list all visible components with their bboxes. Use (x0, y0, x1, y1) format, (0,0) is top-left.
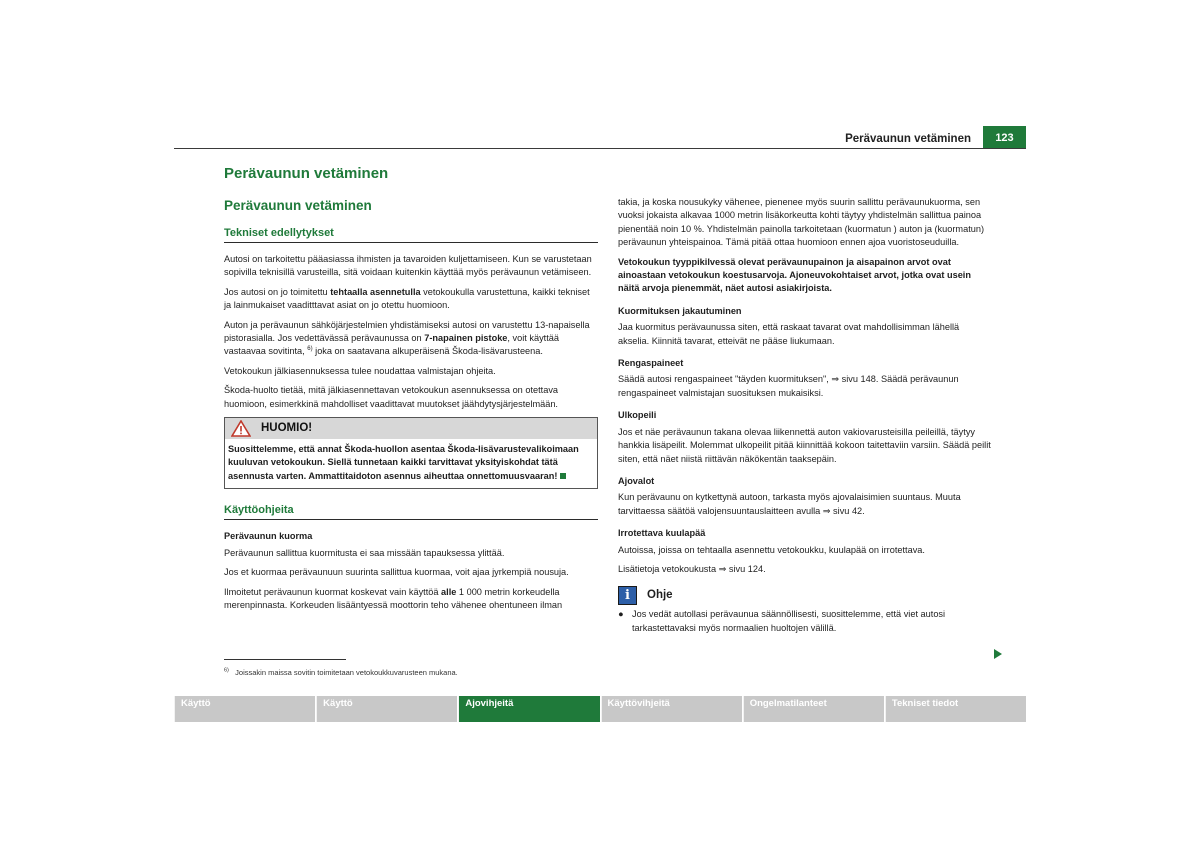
subheading: Perävaunun kuorma (224, 531, 313, 542)
note-title: Ohje (647, 589, 673, 602)
page-number: 123 (983, 126, 1026, 149)
subheading: Kuormituksen jakautuminen (618, 305, 742, 316)
paragraph: Perävaunun sallittua kuormitusta ei saa missään tapauksessa ylittää. (224, 547, 505, 558)
subsection-title-technical: Tekniset edellytykset (224, 226, 598, 243)
warning-header (225, 418, 597, 439)
end-marker-icon (560, 473, 566, 479)
paragraph: Vetokoukun jälkiasennuksessa tulee noudattaa valmistajan ohjeita. (224, 365, 496, 376)
subheading: Ulkopeili (618, 410, 657, 421)
right-column (618, 196, 992, 635)
cross-reference: Lisätietoja vetokoukusta ⇒ sivu 124. (618, 563, 766, 574)
subsection-title-usage: Käyttöohjeita (224, 503, 598, 520)
paragraph: Jos et kuormaa perävaunuun suurinta sallittua kuormaa, voit ajaa jyrkempiä nousuja. (224, 567, 569, 578)
footnote-ref: 6) (307, 346, 313, 353)
paragraph: Kun perävaunu on kytkettynä autoon, tarkasta myös ajovalaisimien suuntaus. Muuta tarvittaessa säätöä valojensuuntauslaitteen avulla ⇒ sivu 42. (618, 492, 961, 516)
paragraph: Autoissa, joissa on tehtaalla asennettu vetokoukku, kuulapää on irrotettava. (618, 544, 925, 555)
note-bullet: ● Jos vedät autollasi perävaunua säännöllisesti, suosittelemme, että viet autosi tarkastettavaksi myös normaalien huoltojen välillä. (618, 608, 992, 635)
note-header (618, 586, 992, 605)
info-icon: i (618, 586, 637, 605)
paragraph: takia, ja koska nousukyky vähenee, pienenee myös suurin sallittu perävaunukuorma, sen vuoksi jokaista alkavaa 1000 metrin lisäkorkeutta kohti täytyy yhdistelmän sallittua painoa pienentää noin 10 %. Yhdistelmän painolla tarkoitetaan (kuormatun ) auton ja (kuormatun) perävaunun yhteispainoa. Tämä pitää ottaa huomioon ennen ajoa vuoristoseuduilla. (618, 197, 985, 248)
warning-box (224, 417, 598, 489)
paragraph: Autosi on tarkoitettu pääasiassa ihmisten ja tavaroiden kuljettamiseen. Kun se varustetaan sopivilla teknisillä varusteilla, sitä voidaan kuitenkin käyttää myös perävaunun vetämiseen. (224, 254, 592, 278)
subheading: Rengaspaineet (618, 358, 684, 369)
nav-tab-ongelmatilanteet[interactable]: Ongelmatilanteet (743, 696, 884, 722)
subheading: Ajovalot (618, 475, 655, 486)
nav-tab-kaytto-1[interactable]: Käyttö (174, 696, 315, 722)
footnote-rule (224, 659, 346, 660)
left-column (224, 164, 598, 618)
nav-tab-tekniset-tiedot[interactable]: Tekniset tiedot (885, 696, 1026, 722)
nav-tab-kayttovihjeita[interactable]: Käyttövihjeitä (601, 696, 742, 722)
chapter-title: Perävaunun vetäminen (224, 165, 389, 182)
warning-text: Suosittelemme, että annat Škoda-huollon asentaa Škoda-lisävarustevalikoimaan kuuluvan vetokoukun. Siellä tunnetaan kaikki tarvittavat yksityiskohdat tätä asennusta varten. Ammattitaidoton asennus aiheuttaa onnettomuusvaaran! (228, 444, 579, 481)
paragraph: Säädä autosi rengaspaineet "täyden kuormituksen", ⇒ sivu 148. Säädä perävaunun rengaspaineet valmistajan suosituksen mukaisiksi. (618, 374, 959, 398)
paragraph: Jaa kuormitus perävaunussa siten, että raskaat tavarat ovat mahdollisimman lähellä akselia. Kiinnitä tavarat, etteivät ne pääse liukumaan. (618, 322, 960, 346)
paragraph: Jos autosi on jo toimitettu tehtaalla asennetulla vetokoukulla varustettuna, kaikki tekniset ja lainmukaiset vaaditttavat asiat on jo otettu huomioon. (224, 286, 590, 311)
paragraph: Ilmoitetut perävaunun kuormat koskevat vain käyttöä alle 1 000 metrin korkeudella merenpinnasta. Korkeuden lisääntyessä moottorin teho vähenee ohentuneen ilman (224, 586, 563, 610)
chapter-nav (174, 696, 1026, 722)
warning-title: HUOMIO! (261, 421, 313, 434)
header-rule (174, 148, 1026, 149)
nav-tab-kaytto-2[interactable]: Käyttö (316, 696, 457, 722)
running-header-title: Perävaunun vetäminen (845, 133, 971, 145)
nav-tab-ajovihjeita[interactable]: Ajovihjeitä (458, 696, 599, 722)
bullet-icon: ● (618, 609, 624, 620)
continue-arrow-icon (994, 649, 1002, 659)
subheading: Irrotettava kuulapää (618, 528, 706, 539)
footnote: $^{6)}$ Joissakin maissa sovitin toimitetaan vetokoukkuvarusteen mukana. (224, 667, 458, 677)
section-title: Perävaunun vetäminen (224, 198, 372, 213)
warning-triangle-icon (231, 420, 251, 437)
paragraph-bold: Vetokoukun tyyppikilvessä olevat perävaunupainon ja aisapainon arvot ovat ainoastaan vetokoukun koestusarvoja. Ajoneuvokohtaiset arvot, jotka ovat usein näitä arvoja pienemmät, näet autosi asiakirjoista. (618, 256, 971, 294)
paragraph: Auton ja perävaunun sähköjärjestelmien yhdistämiseksi autosi on varustettu 13-napaisella pistorasialla. Jos vedettävässä perävaunussa on 7-napainen pistoke, voit käyttää vastaavaa sovitinta, $^{6)}$ joka on saatavana alkuperäisenä Škoda-lisävarusteena. (224, 319, 590, 357)
paragraph: Škoda-huolto tietää, mitä jälkiasennettavan vetokoukun asennuksessa on otettava huomioon, esimerkkinä mahdolliset vaadittavat muutokset jäähdytysjärjestelmään. (224, 385, 559, 409)
paragraph: Jos et näe perävaunun takana olevaa liikennettä auton vakiovarusteisilla peileillä, täytyy hankkia lisäpeilit. Molemmat ulkopeilit pitää kiinnittää kokoon taitettaviin varsiin. Säädä peilit siten, että näet niistä riittävän näkökentän taaksepäin. (618, 426, 991, 464)
